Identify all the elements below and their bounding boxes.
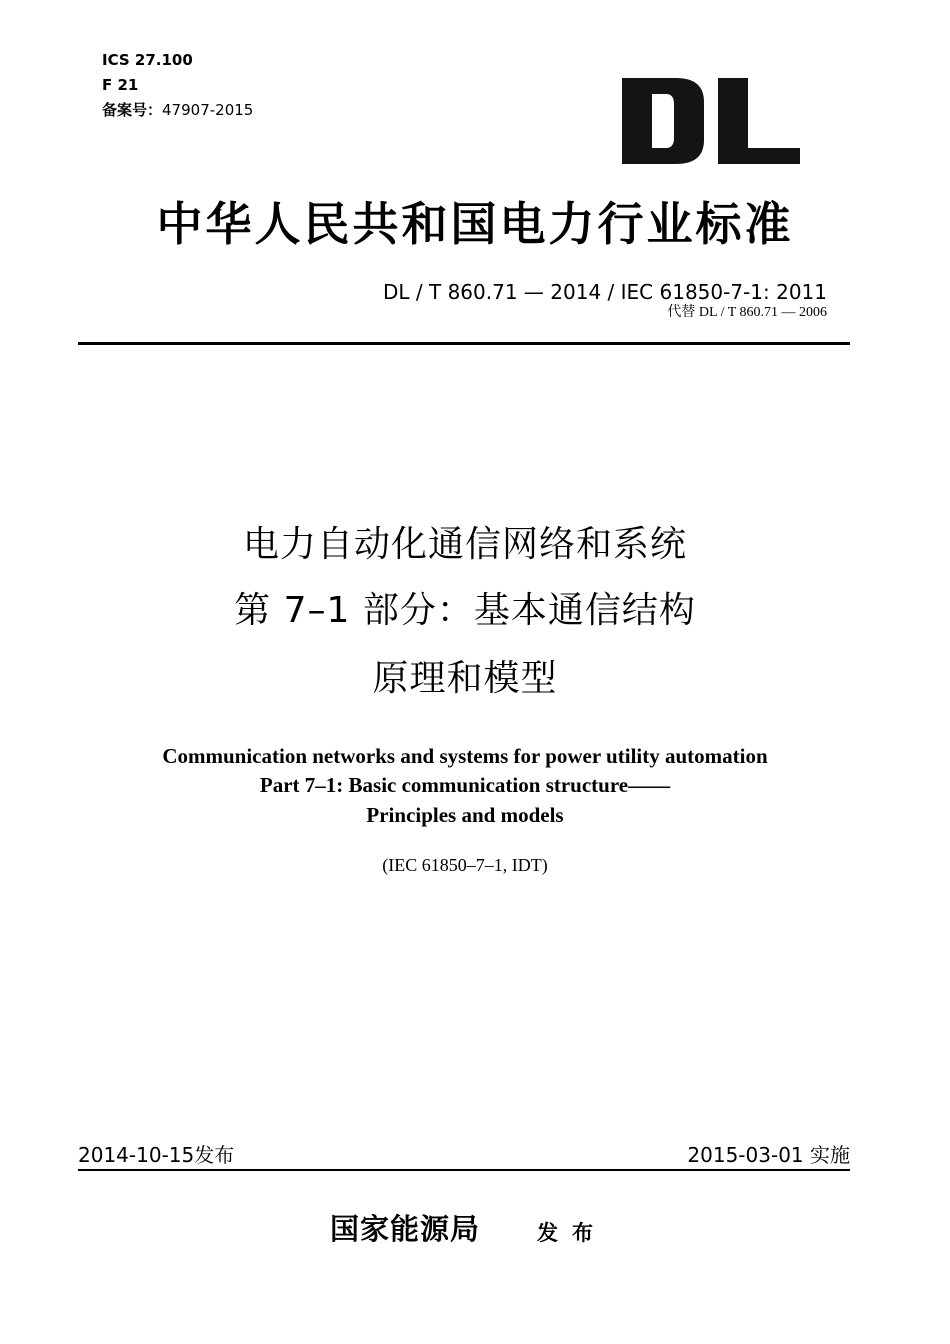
chinese-title-line-2: 第 7–1 部分：基本通信结构 bbox=[234, 590, 696, 631]
footer-divider bbox=[78, 1169, 850, 1171]
header-divider bbox=[78, 342, 850, 345]
standard-number: DL / T 860.71 — 2014 / IEC 61850-7-1: 2011 bbox=[383, 280, 827, 304]
logo-letter-d bbox=[622, 78, 704, 164]
record-number-line bbox=[102, 101, 253, 119]
dl-logo bbox=[618, 72, 802, 168]
chinese-title-line-1: 电力自动化通信网络和系统 bbox=[242, 524, 687, 565]
issue-label: 发布 bbox=[537, 1221, 607, 1245]
dl-logo-mark bbox=[618, 72, 802, 168]
record-number-label: 备案号： bbox=[102, 101, 163, 119]
issuing-authority-title: 中华人民共和国电力行业标准 bbox=[156, 197, 794, 251]
ics-code: ICS 27.100 bbox=[102, 51, 193, 69]
logo-letter-l bbox=[718, 78, 800, 164]
publish-date: 2014-10-15发布 bbox=[78, 1143, 235, 1167]
effective-date: 2015-03-01 实施 bbox=[687, 1143, 850, 1167]
issuing-agency: 国家能源局 bbox=[330, 1214, 481, 1246]
equivalence-note: (IEC 61850–7–1, IDT) bbox=[382, 855, 548, 875]
ccs-code: F 21 bbox=[102, 76, 139, 94]
record-number-value: 47907-2015 bbox=[162, 101, 254, 119]
english-title-line-2: Part 7–1: Basic communication structure—— bbox=[259, 773, 671, 797]
replaced-standard: 代替 DL / T 860.71 — 2006 bbox=[667, 305, 827, 320]
english-title-line-3: Principles and models bbox=[366, 803, 564, 827]
chinese-title-line-3: 原理和模型 bbox=[372, 658, 558, 699]
english-title-line-1: Communication networks and systems for power utility automation bbox=[162, 744, 768, 768]
